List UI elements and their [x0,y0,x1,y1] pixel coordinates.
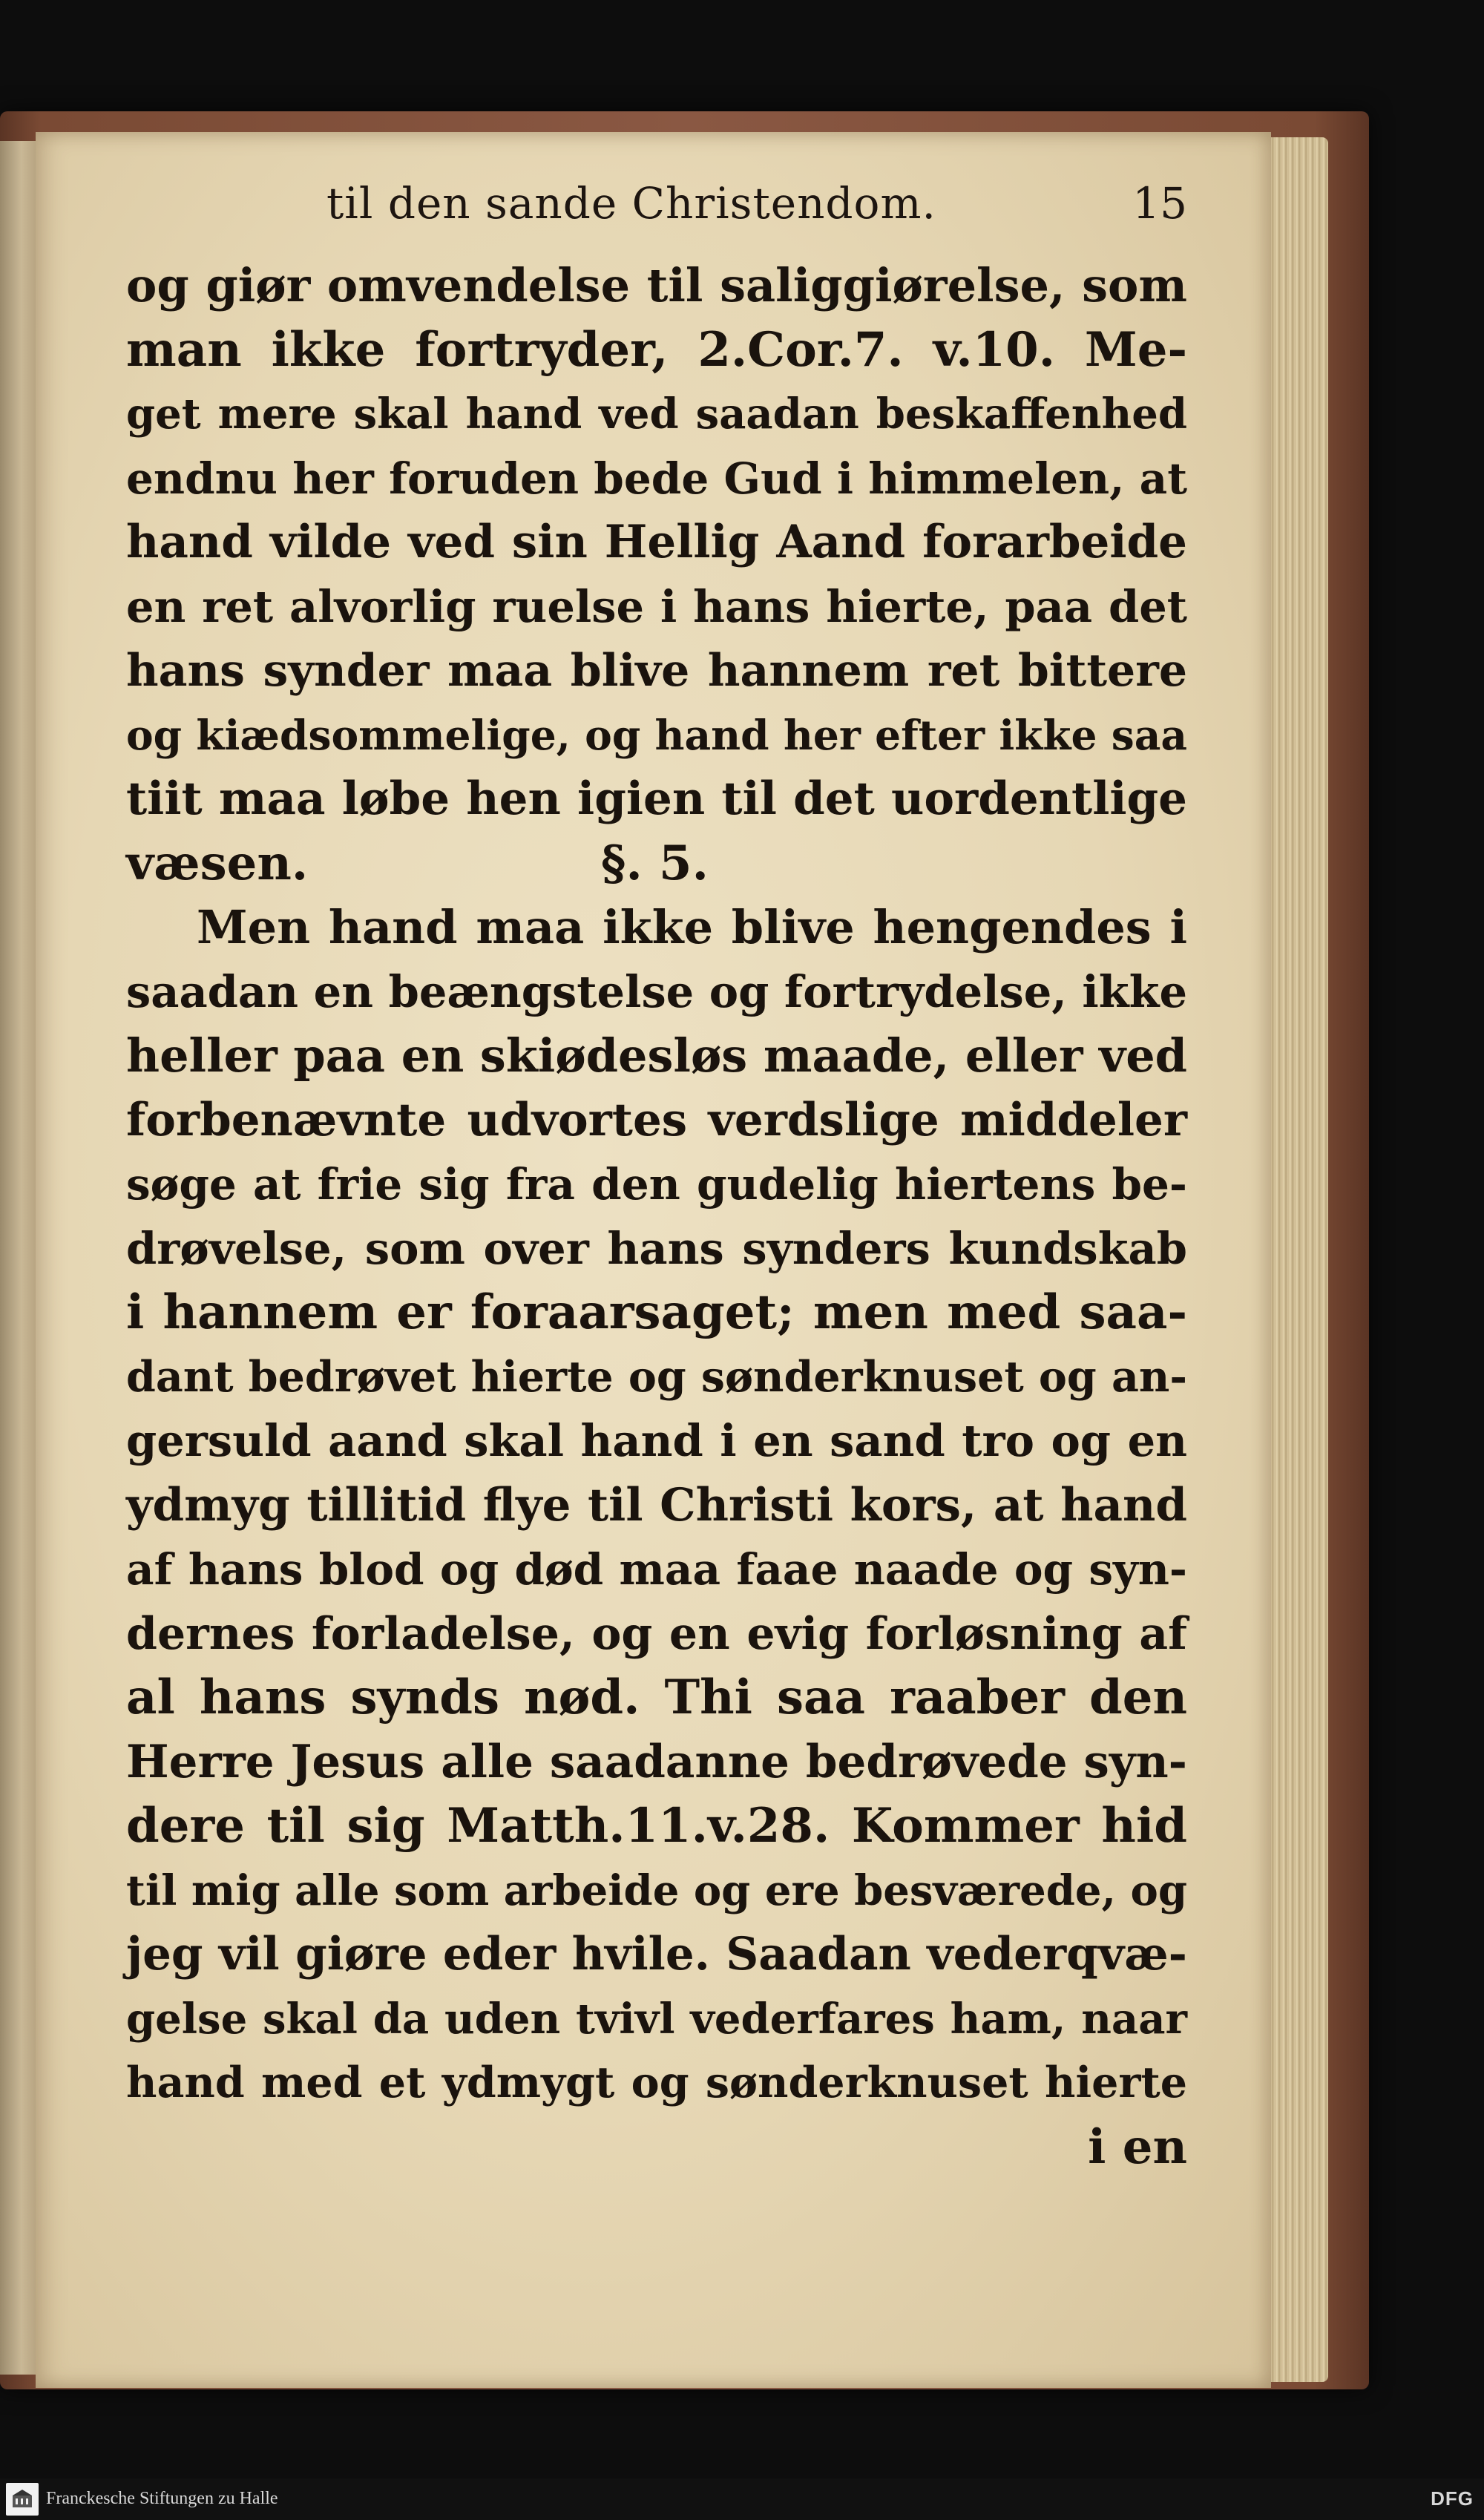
text-line: endnu her foruden bede Gud i himmelen, at [126,453,1187,504]
text-line: dant bedrøvet hierte og sønderknuset og an- [126,1351,1187,1402]
catchword: i en [1088,2119,1187,2175]
text-line: hans synder maa blive hannem ret bittere [126,645,1187,697]
text-line: tiit maa løbe hen igien til det uordentlige [126,772,1187,825]
viewer-footer [0,2478,1484,2520]
text-line: man ikke fortryder, 2.Cor.7. v.10. Me- [126,321,1187,378]
text-line: søge at frie sig fra den gudelig hiertens be- [126,1159,1187,1210]
dfg-logo[interactable]: DFG [1431,2487,1474,2510]
text-line: væsen. [126,835,309,891]
franckesche-stiftungen-logo-icon[interactable] [6,2483,39,2516]
text-line: Men hand maa ikke blive hengendes i [197,900,1187,954]
paragraph-end-line [126,832,1187,896]
text-line: get mere skal hand ved saadan beskaffenhed [126,390,1187,439]
text-line: heller paa en skiødesløs maade, eller ved [126,1028,1187,1083]
text-line: forbenævnte udvortes verdslige middeler [126,1093,1187,1146]
text-line: jeg vil giøre eder hvile. Saadan vederqvæ- [126,1928,1187,1981]
text-line: og kiædsommelige, og hand her efter ikke saa [126,710,1187,759]
text-line: dernes forladelse, og en evig forløsning af [126,1607,1187,1660]
section-heading: §. 5. [601,835,709,891]
text-line: hand vilde ved sin Hellig Aand forarbeide [126,516,1187,568]
running-head: til den sande Christendom. [326,178,936,229]
page-edges [1261,137,1328,2382]
text-line: i hannem er foraarsaget; men med saa- [126,1284,1187,1340]
text-line: af hans blod og død maa faae naade og syn- [126,1544,1187,1595]
text-line: og giør omvendelse til saliggiørelse, som [126,258,1187,312]
text-line: en ret alvorlig ruelse i hans hierte, paa det [126,580,1187,632]
text-line: dere til sig Matth.11.v.28. Kommer hid [126,1798,1187,1854]
text-line: hand med et ydmygt og sønderknuset hierte [126,2058,1187,2107]
text-line: ydmyg tillitid flye til Christi kors, at hand [126,1478,1187,1532]
text-line: til mig alle som arbeide og ere besværede, og [126,1866,1187,1915]
page-header [326,178,1187,245]
facing-page-edge [0,141,36,2375]
text-line: gersuld aand skal hand i en sand tro og en [126,1415,1187,1466]
institution-link[interactable]: Franckesche Stiftungen zu Halle [46,2489,278,2508]
text-line: gelse skal da uden tvivl vederfares ham, naar [126,1994,1187,2044]
text-line: Herre Jesus alle saadanne bedrøvede syn- [126,1735,1187,1788]
page-number: 15 [1132,178,1187,229]
text-line: drøvelse, som over hans synders kundskab [126,1222,1187,1274]
page-text [126,254,1187,2179]
text-line: al hans synds nød. Thi saa raaber den [126,1670,1187,1725]
text-line: saadan en beængstelse og fortrydelse, ikke [126,965,1188,1017]
